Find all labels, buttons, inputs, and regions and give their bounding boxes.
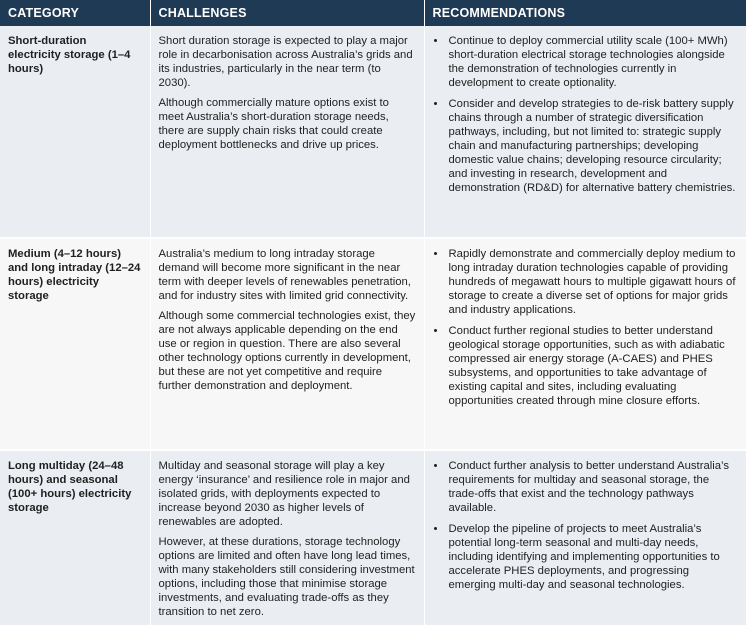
recommendations-cell: [424, 238, 746, 450]
header-challenges: CHALLENGES: [150, 0, 424, 26]
table-body: [0, 26, 746, 626]
category-cell: Long multiday (24–48 hours) and seasonal (100+ hours) electricity storage: [0, 450, 150, 626]
category-cell: Short-duration electricity storage (1–4 hours): [0, 26, 150, 238]
challenge-paragraph: Australia’s medium to long intraday storage demand will become more significant in the near term with deeper levels of renewables penetration, and for industry sites with limited grid connectivity.: [158, 248, 411, 302]
challenges-cell: [150, 450, 424, 626]
challenge-paragraph: However, at these durations, storage technology options are limited and often have long lead times, with many stakeholders still considering investment options, including those that minimise storage investments, and evaluating trade-offs as they transition to net zero.: [158, 536, 415, 618]
challenge-paragraph: Multiday and seasonal storage will play a key energy ‘insurance’ and resilience role in major and isolated grids, with deployments expected to increase beyond 2030 as higher levels of renewables are adopted.: [158, 460, 410, 528]
recommendation-item: • Rapidly demonstrate and commercially deploy medium to long intraday duration technologies capable of providing hundreds of megawatt hours to multiple gigawatt hours of storage to create a diverse set of options for major grids and industry applications.: [447, 247, 739, 317]
recommendation-item: • Consider and develop strategies to de-risk battery supply chains through a number of strategic diversification pathways, including, but not limited to: strategic supply chain and manufacturing partnerships; developing domestic value chains; developing resource circularity; and investing in research, development and demonstration (RD&D) for alternative battery chemistries.: [447, 97, 739, 195]
recommendations-cell: [424, 26, 746, 238]
challenges-cell: [150, 238, 424, 450]
header-row: [0, 0, 746, 26]
header-category: CATEGORY: [0, 0, 150, 26]
table-row: [0, 450, 746, 626]
recommendation-item: • Develop the pipeline of projects to meet Australia’s potential long-term seasonal and multi-day needs, including identifying and implementing opportunities to accelerate PHES deployments, and progressing emerging multi-day and seasonal technologies.: [447, 522, 739, 592]
recommendation-item: • Continue to deploy commercial utility scale (100+ MWh) short-duration electrical storage technologies alongside the demonstration of technologies currently in development to create optionality.: [447, 34, 739, 90]
recommendation-list: [433, 459, 739, 592]
recommendation-item: • Conduct further analysis to better understand Australia’s requirements for multiday and seasonal storage, the trade-offs that exist and the technology pathways available.: [447, 459, 739, 515]
recommendation-list: [433, 34, 739, 195]
category-cell: Medium (4–12 hours) and long intraday (12–24 hours) electricity storage: [0, 238, 150, 450]
table-row: [0, 238, 746, 450]
challenge-paragraph: Short duration storage is expected to play a major role in decarbonisation across Australia’s grids and its industries, particularly in the near term (to 2030).: [158, 35, 413, 89]
challenge-paragraph: Although commercially mature options exist to meet Australia’s short-duration storage needs, there are supply chain risks that could create deployment bottlenecks and drive up prices.: [158, 97, 389, 151]
recommendations-cell: [424, 450, 746, 626]
table-header: [0, 0, 746, 26]
table-row: [0, 26, 746, 238]
challenge-paragraph: Although some commercial technologies exist, they are not always applicable depending on the end use or region in question. There are also several other technology options currently in development, but these are not yet competitive and require further demonstration and deployment.: [158, 310, 416, 392]
recommendation-list: [433, 247, 739, 408]
header-recommendations: RECOMMENDATIONS: [424, 0, 746, 26]
recommendation-item: • Conduct further regional studies to better understand geological storage opportunities, such as with adiabatic compressed air energy storage (A-CAES) and PHES subsystems, and opportunities to take advantage of existing capital and sites, including evaluating opportunities created through mine closure efforts.: [447, 324, 739, 408]
challenges-cell: [150, 26, 424, 238]
